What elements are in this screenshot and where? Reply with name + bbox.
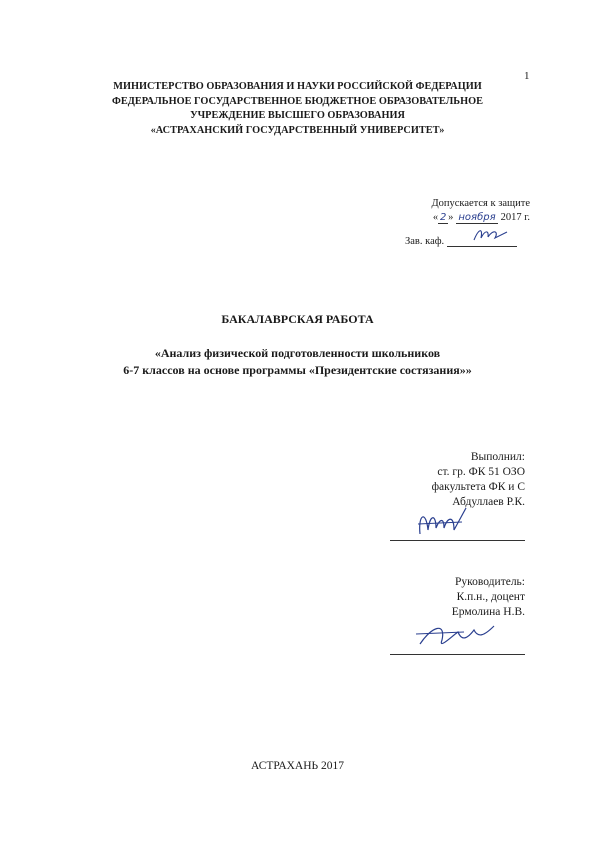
date-month: ноября (456, 212, 498, 224)
header-line-3: УЧРЕЖДЕНИЕ ВЫСШЕГО ОБРАЗОВАНИЯ (190, 110, 405, 121)
header-line-1: МИНИСТЕРСТВО ОБРАЗОВАНИЯ И НАУКИ РОССИЙСКОЙ ФЕДЕРАЦИИ (113, 81, 482, 92)
title-line-2: 6-7 классов на основе программы «Президентские состязания»» (123, 363, 472, 377)
page-number: 1 (524, 70, 530, 82)
performer-block (390, 450, 525, 541)
date-year: 2017 г. (500, 212, 530, 223)
thesis-title (0, 345, 595, 379)
supervisor-signature-line (390, 622, 525, 655)
performer-signature-line (390, 512, 525, 541)
work-type-heading: БАКАЛАВРСКАЯ РАБОТА (221, 312, 374, 326)
header-line-2: ФЕДЕРАЛЬНОЕ ГОСУДАРСТВЕННОЕ БЮДЖЕТНОЕ ОБРАЗОВАТЕЛЬНОЕ (112, 95, 483, 107)
supervisor-degree: К.п.н., доцент (456, 591, 525, 603)
head-signature-line (447, 236, 517, 247)
date-day: 2 (439, 212, 447, 223)
approval-block (405, 198, 530, 247)
supervisor-label: Руководитель: (455, 576, 525, 588)
header-line-4: «АСТРАХАНСКИЙ ГОСУДАРСТВЕННЫЙ УНИВЕРСИТЕТ» (150, 124, 445, 136)
performer-signature-icon (414, 504, 474, 540)
performer-faculty: факультета ФК и С (431, 481, 525, 493)
supervisor-signature-icon (412, 616, 502, 656)
performer-label: Выполнил: (470, 451, 525, 463)
title-line-1: «Анализ физической подготовленности школьников (154, 346, 441, 360)
performer-group: ст. гр. ФК 51 ОЗО (437, 466, 525, 478)
admission-date: « 2 » ноября 2017 г. (432, 212, 530, 223)
head-label: Зав. каф. (405, 236, 445, 247)
head-of-department (405, 236, 530, 247)
head-signature-icon (471, 224, 511, 246)
ministry-header (0, 80, 595, 138)
supervisor-block (390, 575, 525, 655)
supervisor-name: Ермолина Н.В. (451, 606, 525, 618)
performer-name: Абдуллаев Р.К. (452, 496, 525, 508)
admission-label: Допускается к защите (431, 198, 530, 209)
city-year: АСТРАХАНЬ 2017 (250, 760, 345, 772)
